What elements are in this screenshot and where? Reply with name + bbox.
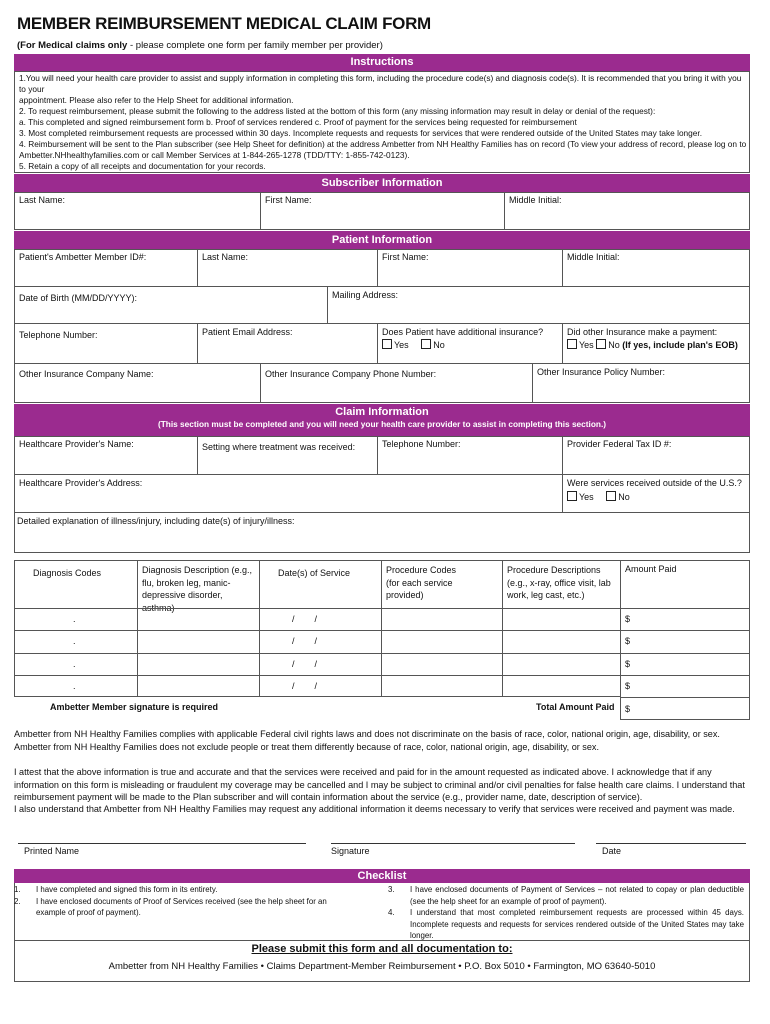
patient-last-name-field[interactable] bbox=[197, 249, 377, 286]
patient-email-label: Patient Email Address: bbox=[202, 327, 293, 337]
table-cell[interactable] bbox=[14, 630, 137, 652]
outside-us-field bbox=[562, 474, 750, 512]
patient-email-field[interactable] bbox=[197, 323, 377, 363]
other-insurance-company-label: Other Insurance Company Name: bbox=[19, 369, 154, 379]
subscriber-last-name-label: Last Name: bbox=[19, 195, 66, 205]
checklist-right bbox=[388, 884, 744, 942]
table-cell[interactable] bbox=[502, 653, 620, 675]
other-insurance-phone-label: Other Insurance Company Phone Number: bbox=[265, 369, 437, 379]
patient-middle-initial-label: Middle Initial: bbox=[567, 252, 620, 262]
table-cell[interactable] bbox=[502, 608, 620, 630]
amount-dollar: $ bbox=[625, 614, 631, 624]
outside-us-no-checkbox[interactable] bbox=[606, 491, 616, 501]
table-cell[interactable] bbox=[381, 608, 502, 630]
civil-rights-notice: Ambetter from NH Healthy Families complies with applicable Federal civil rights laws and does not discriminate on the basis of race, color, national origin, age, disability, or sex. Ambetter from NH Healthy Families does not exclude people or treat them differently because of race, color, national origin, age, disability, or sex. bbox=[14, 729, 720, 752]
patient-dob-label: Date of Birth (MM/DD/YYYY): bbox=[19, 293, 138, 303]
col-procedure-descriptions bbox=[502, 560, 620, 608]
subtitle-rest: - please complete one form per family member per provider) bbox=[127, 40, 383, 51]
col-amount-paid-label: Amount Paid bbox=[625, 564, 677, 574]
other-paid-no-checkbox[interactable] bbox=[596, 339, 606, 349]
col-diag-desc-line: flu, broken leg, manic- bbox=[142, 577, 231, 588]
table-cell[interactable] bbox=[381, 653, 502, 675]
table-cell[interactable] bbox=[137, 653, 259, 675]
table-cell[interactable] bbox=[137, 608, 259, 630]
subscriber-first-name-field[interactable] bbox=[260, 192, 504, 230]
patient-first-name-label: First Name: bbox=[382, 252, 429, 262]
table-cell[interactable] bbox=[14, 675, 137, 697]
subscriber-heading: Subscriber Information bbox=[14, 174, 750, 192]
provider-name-field[interactable] bbox=[14, 436, 197, 474]
patient-last-name-label: Last Name: bbox=[202, 252, 249, 262]
checklist-num: 3. bbox=[388, 885, 395, 894]
table-cell[interactable] bbox=[259, 630, 381, 652]
table-cell[interactable] bbox=[381, 630, 502, 652]
instructions-heading: Instructions bbox=[14, 54, 750, 71]
claim-heading-bar bbox=[14, 404, 750, 436]
patient-dob-field[interactable] bbox=[14, 286, 327, 323]
diagnosis-code-dot: . bbox=[73, 658, 76, 669]
provider-address-label: Healthcare Provider's Address: bbox=[19, 478, 143, 488]
table-cell[interactable] bbox=[381, 675, 502, 697]
total-amount-field[interactable] bbox=[620, 697, 750, 720]
other-paid-yes-checkbox[interactable] bbox=[567, 339, 577, 349]
instruction-line: a. This completed and signed reimbursement form b. Proof of services rendered c. Proof of payment for the services being requested for reimbursement bbox=[19, 117, 577, 127]
amount-dollar: $ bbox=[625, 680, 631, 691]
col-diagnosis-description bbox=[137, 560, 259, 613]
setting-label: Setting where treatment was received: bbox=[202, 442, 356, 452]
subscriber-first-name-label: First Name: bbox=[265, 195, 312, 205]
claim-heading: Claim Information bbox=[335, 406, 429, 418]
table-cell[interactable] bbox=[14, 653, 137, 675]
subscriber-middle-initial-field[interactable] bbox=[504, 192, 750, 230]
checklist-item bbox=[14, 884, 356, 896]
patient-member-id-label: Patient's Ambetter Member ID#: bbox=[19, 252, 147, 262]
table-cell[interactable] bbox=[502, 630, 620, 652]
table-cell[interactable] bbox=[137, 675, 259, 697]
additional-insurance-no-checkbox[interactable] bbox=[421, 339, 431, 349]
checklist-item bbox=[388, 907, 744, 942]
other-paid-no-label: No bbox=[608, 340, 620, 350]
signature-line[interactable] bbox=[331, 843, 575, 844]
col-pdesc-line: work, leg cast, etc.) bbox=[507, 590, 585, 600]
checklist-heading: Checklist bbox=[14, 869, 750, 883]
claim-subheading: (This section must be completed and you will need your health care provider to assist in completing this section.) bbox=[157, 419, 607, 429]
table-cell[interactable] bbox=[620, 653, 750, 675]
date-label: Date bbox=[602, 846, 622, 856]
col-procedure-codes bbox=[381, 560, 502, 608]
col-diag-desc-line: Diagnosis Description (e.g., bbox=[142, 565, 253, 575]
checklist-text: I have completed and signed this form in its entirety. bbox=[36, 885, 218, 894]
table-cell[interactable] bbox=[259, 675, 381, 697]
other-insurance-policy-label: Other Insurance Policy Number: bbox=[537, 367, 666, 377]
col-diag-desc-line: depressive disorder, asthma) bbox=[142, 590, 223, 613]
diagnosis-code-dot: . bbox=[73, 680, 76, 691]
instruction-line: 5. Retain a copy of all receipts and documentation for your records. bbox=[19, 161, 266, 171]
col-pdesc-line: Procedure Descriptions bbox=[507, 565, 601, 575]
checklist-text: I understand that most completed reimbursement requests are processed within 45 days. Incomplete requests and requests for services rendered outside of the United States may take longer. bbox=[410, 908, 744, 940]
checklist-num: 4. bbox=[388, 908, 395, 917]
additional-insurance-yes-label: Yes bbox=[394, 340, 409, 350]
instruction-line: 3. Most completed reimbursement requests are processed within 30 days. Incomplete requests and requests for services that were rendered outside of the United States may take longer. bbox=[19, 128, 703, 138]
outside-us-no-label: No bbox=[618, 492, 630, 502]
date-placeholder: / / bbox=[292, 680, 318, 691]
table-cell[interactable] bbox=[137, 630, 259, 652]
printed-name-label: Printed Name bbox=[24, 846, 80, 856]
instruction-line: 1.You will need your health care provider to assist and supply information in completing this form, including the procedure code(s) and diagnosis code(s). It is recommended that you bring it with you to your bbox=[19, 73, 742, 94]
instruction-line: 2. To request reimbursement, please submit the following to the address listed at the bottom of this form (any missing information may result in delay or denial of the request): bbox=[19, 106, 656, 116]
checklist-left bbox=[14, 884, 356, 919]
table-cell[interactable] bbox=[620, 608, 750, 630]
provider-tax-id-field[interactable] bbox=[562, 436, 750, 474]
attestation-additional: I also understand that Ambetter from NH Healthy Families may request any additional information it deems necessary to verify that services were received and payment was made. bbox=[14, 804, 735, 814]
form-subtitle bbox=[17, 40, 383, 51]
table-cell[interactable] bbox=[502, 675, 620, 697]
col-diagnosis-codes-label: Diagnosis Codes bbox=[33, 568, 102, 578]
explanation-label: Detailed explanation of illness/injury, including date(s) of injury/illness: bbox=[17, 516, 295, 526]
col-amount-paid bbox=[620, 560, 750, 608]
outside-us-yes-label: Yes bbox=[579, 492, 594, 502]
total-amount-value: $ bbox=[625, 704, 631, 714]
provider-address-field[interactable] bbox=[14, 474, 562, 512]
outside-us-question: Were services received outside of the U.S.? bbox=[567, 478, 742, 488]
provider-phone-label: Telephone Number: bbox=[382, 439, 461, 449]
instructions-text bbox=[19, 73, 747, 172]
patient-additional-insurance-field bbox=[377, 323, 562, 363]
table-cell[interactable] bbox=[259, 608, 381, 630]
date-line[interactable] bbox=[596, 843, 746, 844]
patient-phone-field[interactable] bbox=[14, 323, 197, 363]
patient-middle-initial-field[interactable] bbox=[562, 249, 750, 286]
other-insurance-policy-field[interactable] bbox=[532, 363, 750, 403]
patient-mailing-field[interactable] bbox=[327, 286, 750, 323]
total-amount-label: Total Amount Paid bbox=[536, 702, 615, 712]
date-placeholder: / / bbox=[292, 614, 318, 624]
provider-name-label: Healthcare Provider's Name: bbox=[19, 439, 134, 449]
amount-dollar: $ bbox=[625, 636, 631, 647]
other-paid-yes-label: Yes bbox=[579, 340, 594, 350]
checklist-num: 1. bbox=[14, 885, 21, 894]
patient-mailing-label: Mailing Address: bbox=[332, 290, 399, 300]
date-placeholder: / / bbox=[292, 636, 318, 647]
date-placeholder: / / bbox=[292, 658, 318, 669]
table-cell[interactable] bbox=[620, 675, 750, 697]
patient-phone-label: Telephone Number: bbox=[19, 330, 98, 340]
other-insurance-company-field[interactable] bbox=[14, 363, 260, 403]
table-cell[interactable] bbox=[14, 608, 137, 630]
attestation: I attest that the above information is true and accurate and that the services were received and paid for in the amount requested as indicated above. I acknowledge that if any information on this form is misleading or fraudulent my coverage may be cancelled and I may be subject to criminal and/or civil penalties for false health care claims. I understand that reimbursement payment will be made to the Plan subscriber and will contain information about the service (e.g., provider name, date, description of service). bbox=[14, 767, 745, 802]
checklist-item bbox=[388, 884, 744, 907]
table-cell[interactable] bbox=[259, 653, 381, 675]
checklist-text: I have enclosed documents of Proof of Services received (see the help sheet for an example of proof of payment). bbox=[36, 896, 327, 917]
submit-heading: Please submit this form and all documentation to: bbox=[251, 943, 513, 955]
patient-member-id-field[interactable] bbox=[14, 249, 197, 286]
patient-other-paid-field bbox=[562, 323, 750, 363]
patient-first-name-field[interactable] bbox=[377, 249, 562, 286]
diagnosis-code-dot: . bbox=[73, 636, 76, 647]
col-dates-label: Date(s) of Service bbox=[278, 568, 351, 578]
additional-insurance-yes-checkbox[interactable] bbox=[382, 339, 392, 349]
instruction-line: 4. Reimbursement will be sent to the Plan subscriber (see Help Sheet for definition) at the address Ambetter from NH Healthy Families has on record (To view your address of record, please log on to bbox=[19, 139, 747, 149]
signature-label: Signature bbox=[331, 846, 370, 856]
checklist-text: I have enclosed documents of Payment of Services – not related to copay or plan deductible (see the help sheet for an example of proof of payment). bbox=[410, 885, 744, 906]
instruction-line: appointment. Please also refer to the Help Sheet for additional information. bbox=[19, 95, 294, 105]
subscriber-middle-initial-label: Middle Initial: bbox=[509, 195, 562, 205]
other-insurance-phone-field[interactable] bbox=[260, 363, 532, 403]
col-proc-line: provided) bbox=[386, 590, 424, 600]
amount-dollar: $ bbox=[625, 658, 631, 669]
patient-heading: Patient Information bbox=[14, 231, 750, 249]
instruction-line: Ambetter.NHhealthyfamilies.com or call Member Services at 1-844-265-1278 (TDD/TTY: 1-855-742-0123). bbox=[19, 150, 410, 160]
additional-insurance-no-label: No bbox=[433, 340, 445, 350]
outside-us-yes-checkbox[interactable] bbox=[567, 491, 577, 501]
subtitle-bold: (For Medical claims only bbox=[17, 40, 128, 51]
explanation-field[interactable] bbox=[14, 512, 750, 553]
checklist-num: 2. bbox=[14, 896, 21, 906]
other-paid-question: Did other Insurance make a payment: bbox=[567, 327, 718, 337]
submit-address: Ambetter from NH Healthy Families • Claims Department-Member Reimbursement • P.O. Box 5010 • Farmington, MO 63640-5010 bbox=[108, 961, 656, 972]
other-paid-eob-note: (If yes, include plan's EOB) bbox=[622, 340, 738, 350]
provider-tax-id-label: Provider Federal Tax ID #: bbox=[567, 439, 672, 449]
subscriber-last-name-field[interactable] bbox=[14, 192, 260, 230]
table-cell[interactable] bbox=[620, 630, 750, 652]
provider-phone-field[interactable] bbox=[377, 436, 562, 474]
checklist-item bbox=[14, 896, 356, 919]
col-diagnosis-codes bbox=[14, 560, 137, 608]
printed-name-line[interactable] bbox=[18, 843, 306, 844]
signature-required-note: Ambetter Member signature is required bbox=[50, 702, 219, 712]
col-proc-line: (for each service bbox=[386, 577, 453, 588]
setting-field[interactable] bbox=[197, 436, 377, 474]
col-dates bbox=[259, 560, 381, 608]
col-proc-line: Procedure Codes bbox=[386, 565, 457, 575]
diagnosis-code-dot: . bbox=[73, 614, 76, 624]
additional-insurance-question: Does Patient have additional insurance? bbox=[382, 327, 544, 337]
col-pdesc-line: (e.g., x-ray, office visit, lab bbox=[507, 577, 611, 588]
form-title: MEMBER REIMBURSEMENT MEDICAL CLAIM FORM bbox=[17, 14, 431, 33]
